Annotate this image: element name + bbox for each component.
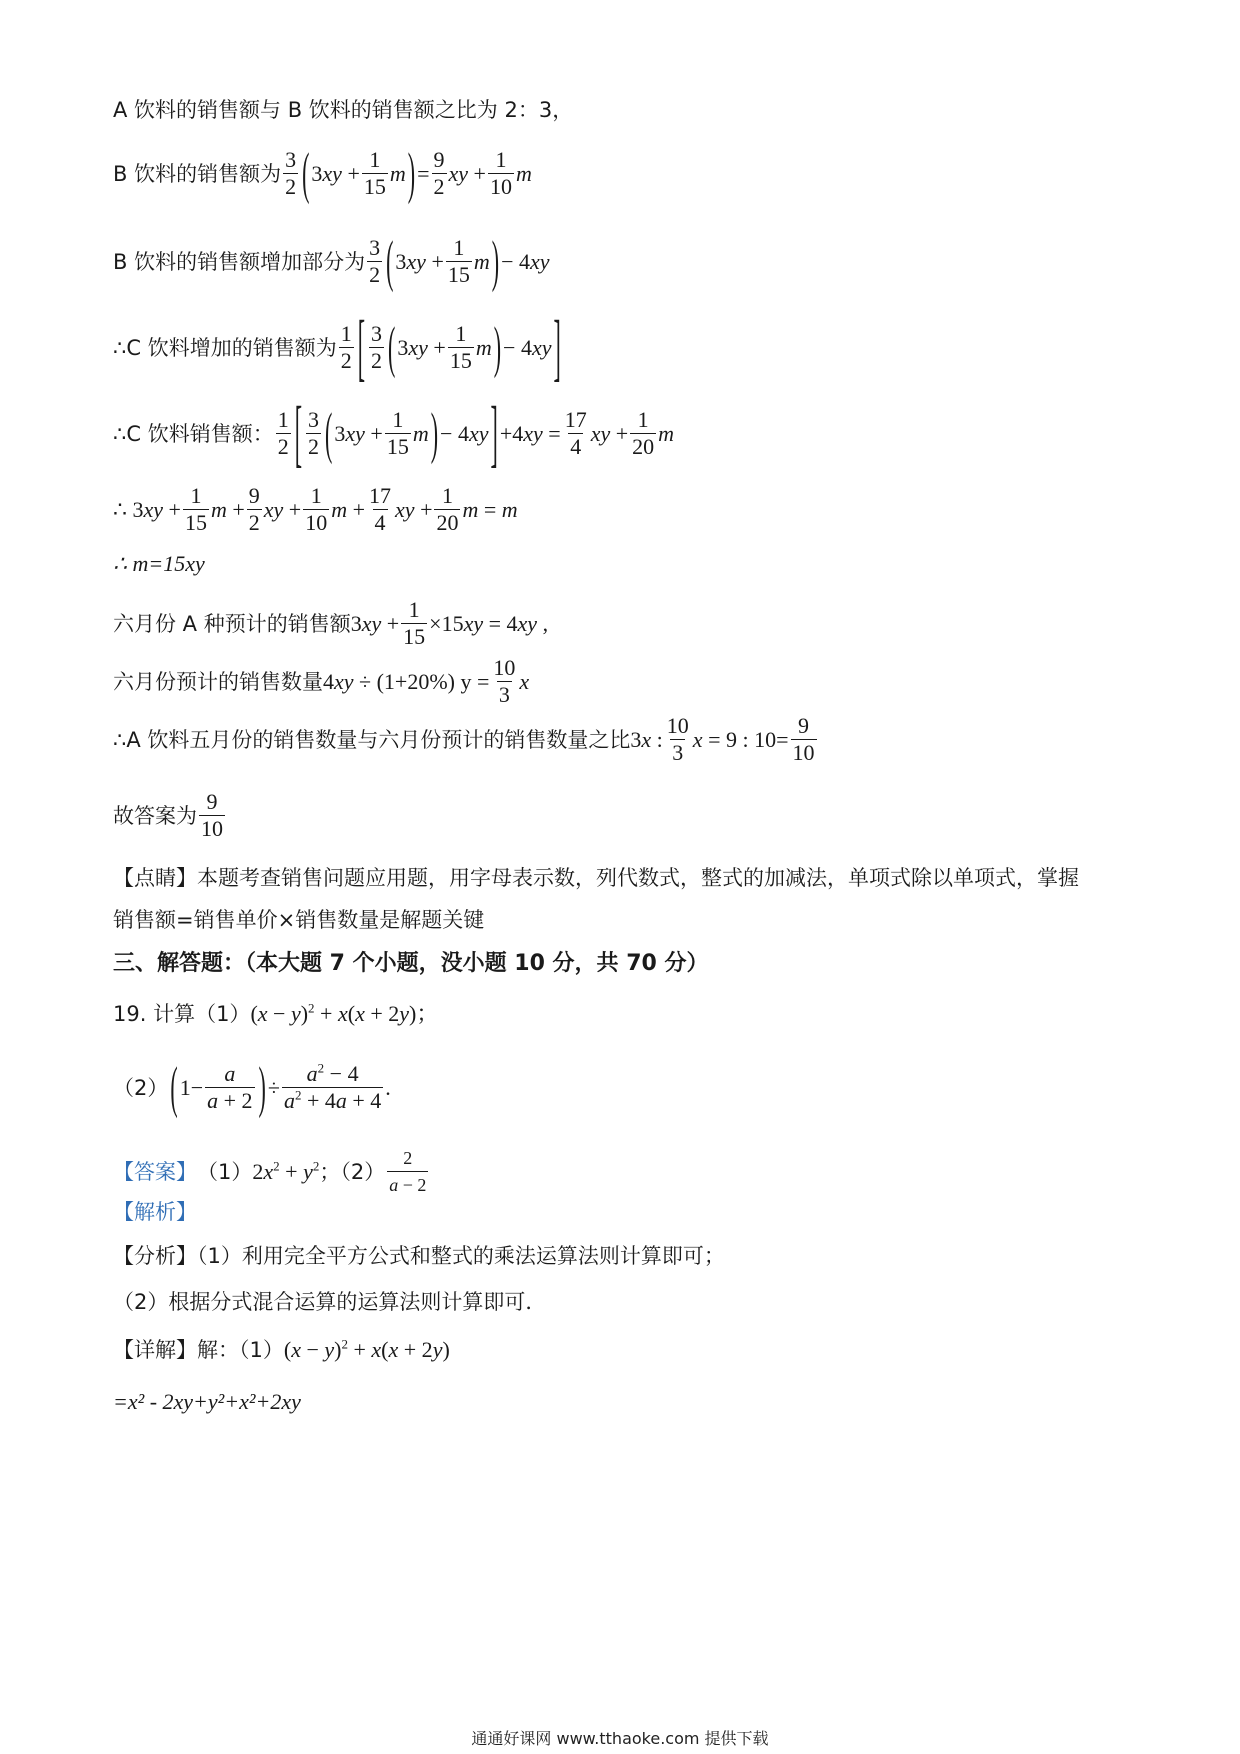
comment-line-1 bbox=[113, 864, 1079, 892]
equation-c-sales: ∴C 饮料销售额： $\frac{1}{2}$ [ $\frac{3}{2}$ ( 3xy + $\frac{1}{15}$ m ) − 4xy ] +4xy = $\frac{17}{4}$ xy + $\frac{1}{20}$ m bbox=[113, 389, 675, 475]
fraction: $\frac{1}{15}$ bbox=[449, 321, 472, 373]
question-19-label: 19. 计算（1） bbox=[113, 1002, 251, 1026]
b-increase-label: B 饮料的销售额增加部分为 bbox=[113, 249, 366, 274]
m-result: ∴ m=15xy bbox=[113, 551, 205, 576]
equation-ratio: ∴A 饮料五月份的销售数量与六月份预计的销售数量之比 3x : $\frac{10}{3}$ x = 9 : 10= $\frac{9}{10}$ bbox=[113, 713, 815, 765]
analysis-text-1: 【分析】（1）利用完全平方公式和整式的乘法运算法则计算即可； bbox=[113, 1244, 725, 1268]
fraction: $\frac{1}{20}$ bbox=[632, 407, 655, 459]
question-19-part-2-label: （2） bbox=[113, 1075, 169, 1100]
final-answer-label: 故答案为 bbox=[113, 803, 197, 828]
fraction: $\frac{1}{15}$ bbox=[403, 597, 426, 649]
fraction: $\frac{9}{10}$ bbox=[201, 789, 223, 841]
footer-text: 通通好课网 www.tthaoke.com 提供下载 bbox=[471, 1729, 769, 1748]
text-line-ratio bbox=[113, 96, 573, 124]
detail-label: 【详解】解：（1） bbox=[113, 1338, 284, 1362]
ratio-label: ∴A 饮料五月份的销售数量与六月份预计的销售数量之比 bbox=[113, 727, 631, 752]
fraction: $\frac{3}{2}$ bbox=[371, 321, 383, 373]
fraction: $\frac{3}{2}$ bbox=[308, 407, 320, 459]
fraction: $\frac{1}{15}$ bbox=[363, 147, 386, 199]
fraction: $\frac{9}{2}$ bbox=[433, 147, 445, 199]
final-answer bbox=[113, 790, 227, 841]
section-title bbox=[113, 950, 709, 978]
fraction: $\frac{3}{2}$ bbox=[285, 147, 297, 199]
analysis-text-2: （2）根据分式混合运算的运算法则计算即可． bbox=[113, 1290, 547, 1314]
fraction: $\frac{17}{4}$ bbox=[564, 407, 587, 459]
fraction: $\frac{1}{10}$ bbox=[489, 147, 512, 199]
question-19-part-1: 19. 计算（1） $(x - y)^2 + x(x + 2y)$； bbox=[113, 1000, 439, 1026]
fraction: $\frac{1}{15}$ bbox=[386, 407, 409, 459]
detail-step: =x² - 2xy+y²+x²+2xy bbox=[113, 1389, 301, 1414]
question-19-part-2: （2） ( 1− $\frac{a}{a + 2}$ ) ÷ $\frac{a^2 - 4}{a^2 + 4a + 4}$ . bbox=[113, 1053, 391, 1119]
analysis-label: 【解析】 bbox=[113, 1200, 197, 1224]
analysis-label-line bbox=[113, 1198, 197, 1226]
detail-line: 【详解】解：（1） $(x - y)^2 + x(x + 2y)$ bbox=[113, 1336, 450, 1362]
answer-part-1-label: （1） bbox=[197, 1159, 253, 1184]
fraction: $\frac{1}{2}$ bbox=[277, 407, 289, 459]
fraction: $\frac{1}{10}$ bbox=[305, 483, 328, 535]
fraction: $\frac{1}{15}$ bbox=[447, 235, 470, 287]
ratio-statement: A 饮料的销售额与 B 饮料的销售额之比为 2：3， bbox=[113, 98, 574, 122]
fraction: $\frac{3}{2}$ bbox=[369, 235, 381, 287]
equation-b-increase: B 饮料的销售额增加部分为 $\frac{3}{2}$ ( 3xy + $\frac{1}{15}$ m ) − 4xy bbox=[113, 227, 550, 293]
fraction: $\frac{9}{2}$ bbox=[248, 483, 260, 535]
detail-step-line bbox=[113, 1388, 301, 1416]
analysis-line-1 bbox=[113, 1242, 725, 1270]
comment-text-2: 销售额=销售单价×销售数量是解题关键 bbox=[113, 908, 485, 932]
fraction: $\frac{a}{a + 2}$ bbox=[207, 1061, 253, 1113]
fraction: $\frac{2}{a - 2}$ bbox=[389, 1148, 427, 1195]
june-quantity-label: 六月份预计的销售数量 bbox=[113, 669, 323, 694]
equation-sum: ∴ 3xy + $\frac{1}{15}$ m + $\frac{9}{2}$ xy + $\frac{1}{10}$ m + $\frac{17}{4}$ xy + $\frac{1}{20}$ m = m bbox=[113, 483, 518, 535]
section-title-text: 三、解答题：（本大题 7 个小题，没小题 10 分，共 70 分） bbox=[113, 951, 709, 976]
analysis-line-2 bbox=[113, 1288, 546, 1316]
fraction: $\frac{a^2 - 4}{a^2 + 4a + 4}$ bbox=[283, 1060, 382, 1113]
equation-c-increase: ∴C 饮料增加的销售额为 $\frac{1}{2}$ [ $\frac{3}{2}$ ( 3xy + $\frac{1}{15}$ m ) − 4xy ] bbox=[113, 303, 561, 389]
c-increase-label: ∴C 饮料增加的销售额为 bbox=[113, 335, 337, 360]
fraction: $\frac{9}{10}$ bbox=[792, 713, 815, 765]
fraction: $\frac{10}{3}$ bbox=[493, 655, 516, 707]
page-footer bbox=[0, 1726, 1240, 1749]
b-sales-label: B 饮料的销售额为 bbox=[113, 161, 282, 186]
fraction: $\frac{1}{15}$ bbox=[184, 483, 207, 535]
fraction: $\frac{17}{4}$ bbox=[369, 483, 392, 535]
comment-text-1: 【点睛】本题考查销售问题应用题，用字母表示数，列代数式，整式的加减法，单项式除以单项式，掌握 bbox=[113, 866, 1079, 890]
fraction: $\frac{1}{20}$ bbox=[436, 483, 459, 535]
equation-m-result bbox=[113, 550, 205, 578]
fraction: $\frac{1}{2}$ bbox=[340, 321, 352, 373]
c-sales-label: ∴C 饮料销售额： bbox=[113, 421, 274, 446]
comment-line-2 bbox=[113, 906, 484, 934]
equation-june-quantity: 六月份预计的销售数量 4xy ÷ (1+20%) y = $\frac{10}{3}$ x bbox=[113, 655, 530, 707]
equation-b-sales: B 饮料的销售额为 $\frac{3}{2}$ ( 3xy + $\frac{1}{15}$ m ) = $\frac{9}{2}$ xy + $\frac{1}{10}$ m bbox=[113, 139, 532, 205]
fraction: $\frac{10}{3}$ bbox=[666, 713, 689, 765]
answer-part-2-label: ；（2） bbox=[319, 1159, 386, 1184]
answer-line: 【答案】 （1） $2x^2 + y^2$ ；（2） $\frac{2}{a - 2}$ bbox=[113, 1148, 427, 1195]
equation-june-a-sales: 六月份 A 种预计的销售额 3xy + $\frac{1}{15}$ ×15xy = 4xy , bbox=[113, 597, 549, 649]
answer-label: 【答案】 bbox=[113, 1159, 197, 1184]
june-a-sales-label: 六月份 A 种预计的销售额 bbox=[113, 611, 351, 636]
